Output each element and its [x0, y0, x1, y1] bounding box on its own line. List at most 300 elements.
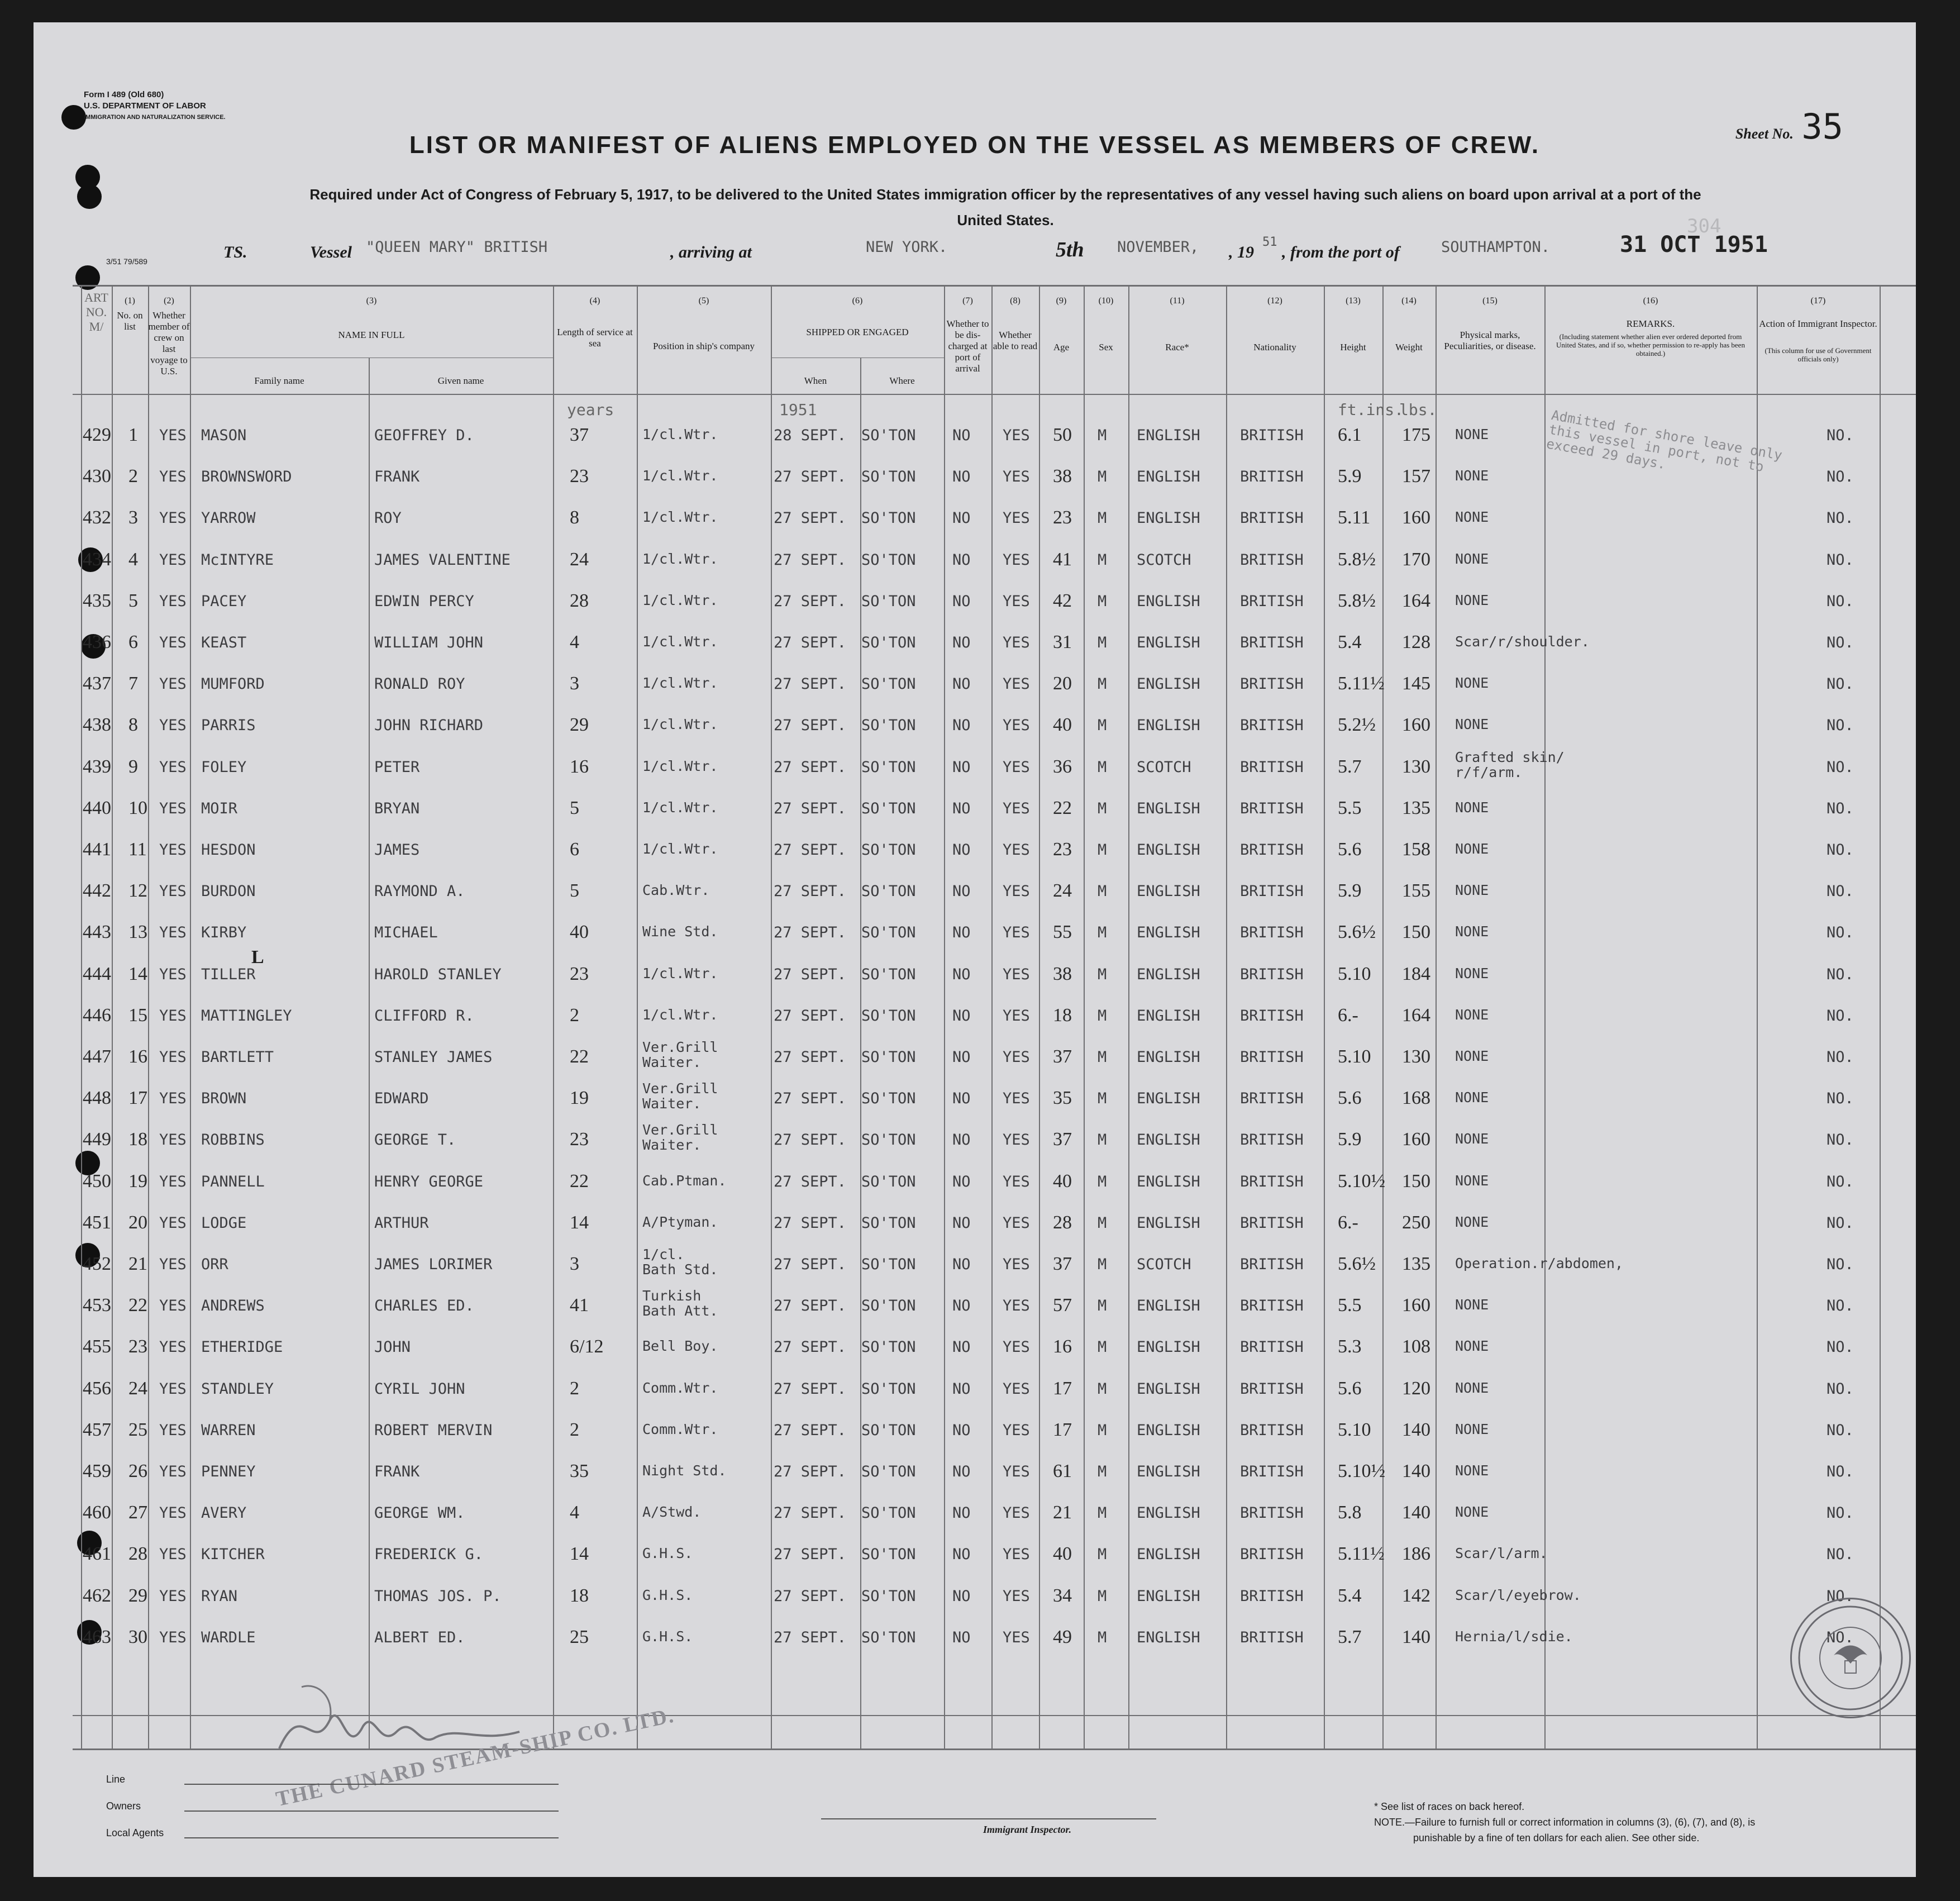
row-given-name: STANLEY JAMES — [374, 1049, 493, 1066]
row-list-number: 4 — [128, 549, 138, 570]
table-row — [34, 1585, 1916, 1627]
row-weight: 108 — [1402, 1336, 1430, 1357]
row-weight: 142 — [1402, 1585, 1430, 1606]
row-service-length: 3 — [570, 1254, 579, 1274]
row-race: SCOTCH — [1137, 758, 1191, 776]
header-able-to-read: Whether able to read — [993, 330, 1038, 351]
row-family-name: LODGE — [201, 1214, 247, 1232]
row-family-name: TILLER — [201, 965, 256, 983]
row-discharged: NO — [952, 1421, 971, 1439]
row-action: NO. — [1827, 468, 1854, 486]
header-action: Action of Immigrant Inspector. — [1759, 318, 1877, 329]
row-shipped-where: SO'TON — [861, 1463, 916, 1480]
row-sex: M — [1098, 1090, 1107, 1108]
row-shipped-where: SO'TON — [861, 427, 916, 444]
row-action: NO. — [1827, 1173, 1854, 1190]
row-family-name: PARRIS — [201, 717, 256, 735]
row-weight: 184 — [1402, 963, 1430, 984]
row-given-name: HENRY GEORGE — [374, 1173, 484, 1190]
row-height: 5.4 — [1338, 1585, 1362, 1606]
row-age: 37 — [1053, 1254, 1072, 1274]
row-shipped-where: SO'TON — [861, 1421, 916, 1439]
row-discharged: NO — [952, 1297, 971, 1315]
row-shipped-when: 27 SEPT. — [774, 1338, 847, 1356]
row-list-number: 3 — [128, 507, 138, 528]
row-shipped-when: 27 SEPT. — [774, 592, 847, 610]
row-shipped-when: 27 SEPT. — [774, 1628, 847, 1646]
row-family-name: PANNELL — [201, 1173, 265, 1190]
row-shipped-where: SO'TON — [861, 1131, 916, 1149]
row-age: 24 — [1053, 880, 1072, 902]
row-shipped-when: 27 SEPT. — [774, 1007, 847, 1025]
row-race: ENGLISH — [1137, 1090, 1200, 1108]
row-sex: M — [1098, 883, 1107, 901]
row-action: NO. — [1827, 1463, 1854, 1480]
row-list-number: 25 — [128, 1419, 147, 1440]
row-shipped-where: SO'TON — [861, 924, 916, 942]
row-age: 36 — [1053, 756, 1072, 777]
row-race: ENGLISH — [1137, 1173, 1200, 1190]
column-number: (13) — [1346, 296, 1361, 306]
row-shipped-where: SO'TON — [861, 509, 916, 527]
row-art-number: 432 — [83, 507, 111, 528]
row-art-number: 448 — [83, 1088, 111, 1109]
table-row — [34, 1336, 1916, 1378]
row-given-name: GEORGE WM. — [374, 1504, 465, 1522]
row-weight: 120 — [1402, 1378, 1430, 1399]
row-given-name: THOMAS JOS. P. — [374, 1587, 502, 1605]
row-able-to-read: YES — [1003, 1090, 1030, 1108]
row-able-to-read: YES — [1003, 427, 1030, 444]
row-position: 1/cl.Wtr. — [642, 426, 718, 442]
punch-hole — [77, 184, 102, 209]
row-nationality: BRITISH — [1240, 427, 1304, 444]
column-number: (11) — [1170, 296, 1185, 306]
row-art-number: 442 — [83, 880, 111, 902]
row-family-name: AVERY — [201, 1504, 247, 1522]
row-list-number: 19 — [128, 1170, 147, 1192]
row-sex: M — [1098, 427, 1107, 444]
row-shipped-where: SO'TON — [861, 1007, 916, 1025]
row-age: 28 — [1053, 1212, 1072, 1233]
row-nationality: BRITISH — [1240, 634, 1304, 651]
row-list-number: 12 — [128, 880, 147, 902]
row-age: 20 — [1053, 673, 1072, 694]
row-shipped-where: SO'TON — [861, 841, 916, 859]
row-crew-last-voyage: YES — [159, 758, 187, 776]
row-age: 40 — [1053, 1543, 1072, 1565]
row-height: 5.9 — [1338, 466, 1362, 487]
row-race: ENGLISH — [1137, 634, 1200, 651]
row-position: A/Ptyman. — [642, 1213, 718, 1230]
row-shipped-where: SO'TON — [861, 799, 916, 817]
row-weight: 168 — [1402, 1088, 1430, 1109]
row-discharged: NO — [952, 1214, 971, 1232]
row-art-number: 450 — [83, 1170, 111, 1192]
table-row — [34, 1005, 1916, 1046]
row-sex: M — [1098, 717, 1107, 735]
row-height: 5.10½ — [1338, 1170, 1385, 1192]
row-service-length: 25 — [570, 1626, 589, 1647]
column-number: (7) — [962, 296, 973, 306]
row-height: 5.6½ — [1338, 1254, 1376, 1274]
row-given-name: JOHN — [374, 1338, 411, 1356]
row-action: NO. — [1827, 799, 1854, 817]
row-discharged: NO — [952, 965, 971, 983]
row-art-number: 437 — [83, 673, 111, 694]
row-given-name: JOHN RICHARD — [374, 717, 484, 735]
row-nationality: BRITISH — [1240, 592, 1304, 610]
row-physical-marks: NONE — [1455, 592, 1489, 608]
table-row — [34, 1419, 1916, 1461]
row-art-number: 440 — [83, 797, 111, 818]
row-able-to-read: YES — [1003, 1007, 1030, 1025]
row-art-number: 461 — [83, 1543, 111, 1565]
header-crew-last-voyage: Whether member of crew on last voyage to U.S. — [148, 310, 190, 377]
table-row — [34, 714, 1916, 756]
row-position: G.H.S. — [642, 1586, 693, 1603]
row-shipped-when: 27 SEPT. — [774, 1214, 847, 1232]
row-service-length: 22 — [570, 1046, 589, 1067]
row-crew-last-voyage: YES — [159, 1297, 187, 1315]
table-row — [34, 590, 1916, 632]
row-action: NO. — [1827, 841, 1854, 859]
column-number: (6) — [852, 296, 863, 306]
row-shipped-where: SO'TON — [861, 1256, 916, 1273]
column-number: (14) — [1401, 296, 1417, 306]
row-shipped-where: SO'TON — [861, 592, 916, 610]
row-sex: M — [1098, 468, 1107, 486]
row-nationality: BRITISH — [1240, 841, 1304, 859]
row-crew-last-voyage: YES — [159, 841, 187, 859]
row-crew-last-voyage: YES — [159, 551, 187, 569]
row-able-to-read: YES — [1003, 592, 1030, 610]
row-given-name: RONALD ROY — [374, 675, 465, 693]
header-remarks: REMARKS. — [1626, 318, 1675, 329]
row-position: 1/cl.Wtr. — [642, 675, 718, 692]
arrival-port: NEW YORK. — [866, 239, 948, 256]
row-action: NO. — [1827, 1546, 1854, 1564]
row-height: 5.6 — [1338, 1378, 1362, 1399]
row-sex: M — [1098, 799, 1107, 817]
row-position: 1/cl.Wtr. — [642, 633, 718, 650]
row-height: 5.8½ — [1338, 549, 1376, 570]
row-service-length: 29 — [570, 714, 589, 736]
row-weight: 175 — [1402, 425, 1430, 445]
row-action: NO. — [1827, 634, 1854, 651]
row-crew-last-voyage: YES — [159, 1421, 187, 1439]
row-art-number: 430 — [83, 466, 111, 487]
row-position: Wine Std. — [642, 923, 718, 940]
row-shipped-where: SO'TON — [861, 551, 916, 569]
header-family-name: Family name — [254, 375, 304, 386]
header-where: Where — [889, 375, 915, 386]
row-sex: M — [1098, 1504, 1107, 1522]
row-action: NO. — [1827, 1338, 1854, 1356]
inspector-label: Immigrant Inspector. — [983, 1824, 1072, 1835]
row-able-to-read: YES — [1003, 1504, 1030, 1522]
row-height: 5.10½ — [1338, 1461, 1385, 1481]
row-family-name: BURDON — [201, 883, 256, 901]
row-age: 18 — [1053, 1004, 1072, 1026]
row-service-length: 41 — [570, 1295, 589, 1316]
service: IMMIGRATION AND NATURALIZATION SERVICE. — [84, 114, 226, 121]
row-physical-marks: NONE — [1455, 1213, 1489, 1230]
form-number: Form I 489 (Old 680) — [84, 90, 164, 99]
header-remarks-note: (Including statement whether alien ever ordered deported from United States, and if so, whether permission to re-apply has been obtained.) — [1556, 332, 1745, 358]
row-able-to-read: YES — [1003, 634, 1030, 651]
row-position: 1/cl.Wtr. — [642, 757, 718, 774]
header-art-no: ART NO. M/ — [84, 290, 108, 333]
row-list-number: 21 — [128, 1254, 147, 1274]
row-art-number: 434 — [83, 549, 111, 570]
row-art-number: 460 — [83, 1502, 111, 1523]
row-family-name: BROWNSWORD — [201, 468, 292, 486]
header-position: Position in ship's company — [652, 341, 755, 351]
row-discharged: NO — [952, 841, 971, 859]
row-crew-last-voyage: YES — [159, 924, 187, 942]
row-shipped-when: 27 SEPT. — [774, 468, 847, 486]
row-service-length: 4 — [570, 632, 579, 652]
row-physical-marks: NONE — [1455, 965, 1489, 982]
row-art-number: 463 — [83, 1626, 111, 1647]
row-family-name: MATTINGLEY — [201, 1007, 292, 1025]
row-shipped-where: SO'TON — [861, 1297, 916, 1315]
row-able-to-read: YES — [1003, 1131, 1030, 1149]
sheet-value: 35 — [1801, 106, 1843, 147]
row-discharged: NO — [952, 924, 971, 942]
row-list-number: 11 — [128, 839, 147, 860]
from-label: , from the port of — [1282, 243, 1400, 261]
eagle-seal-icon — [1795, 1602, 1906, 1714]
row-height: 6.1 — [1338, 425, 1362, 445]
row-nationality: BRITISH — [1240, 1090, 1304, 1108]
row-sex: M — [1098, 1628, 1107, 1646]
row-family-name: PENNEY — [201, 1463, 256, 1480]
row-action: NO. — [1827, 924, 1854, 942]
row-able-to-read: YES — [1003, 717, 1030, 735]
row-sex: M — [1098, 1546, 1107, 1564]
row-service-length: 19 — [570, 1088, 589, 1109]
row-list-number: 13 — [128, 922, 147, 943]
row-art-number: 429 — [83, 425, 111, 445]
row-given-name: PETER — [374, 758, 420, 776]
row-weight: 170 — [1402, 549, 1430, 570]
row-height: 5.10 — [1338, 1419, 1371, 1440]
row-action: NO. — [1827, 1256, 1854, 1273]
row-shipped-where: SO'TON — [861, 634, 916, 651]
row-service-length: 3 — [570, 673, 579, 694]
row-position: Turkish Bath Att. — [642, 1288, 718, 1319]
row-crew-last-voyage: YES — [159, 634, 187, 651]
row-physical-marks: NONE — [1455, 675, 1489, 692]
row-service-length: 37 — [570, 425, 589, 445]
row-physical-marks: NONE — [1455, 1421, 1489, 1437]
row-given-name: EDWARD — [374, 1090, 429, 1108]
year-suffix: 51 — [1262, 235, 1277, 249]
row-position: 1/cl.Wtr. — [642, 468, 718, 484]
footer-line-label: Line — [106, 1774, 126, 1785]
row-position: Cab.Ptman. — [642, 1172, 727, 1189]
row-shipped-when: 27 SEPT. — [774, 1297, 847, 1315]
row-crew-last-voyage: YES — [159, 592, 187, 610]
form-code: 3/51 79/589 — [106, 257, 147, 266]
row-action: NO. — [1827, 1007, 1854, 1025]
row-position: Bell Boy. — [642, 1338, 718, 1355]
row-height: 5.9 — [1338, 1129, 1362, 1150]
header-length-of-service: Length of service at sea — [557, 327, 633, 349]
row-crew-last-voyage: YES — [159, 965, 187, 983]
row-height: 6.- — [1338, 1004, 1358, 1026]
row-physical-marks: NONE — [1455, 426, 1489, 442]
row-service-length: 5 — [570, 797, 579, 818]
row-given-name: FRANK — [374, 1463, 420, 1480]
row-family-name: WARREN — [201, 1421, 256, 1439]
row-able-to-read: YES — [1003, 1546, 1030, 1564]
row-discharged: NO — [952, 1587, 971, 1605]
consulate-seal — [1790, 1598, 1911, 1718]
row-sex: M — [1098, 924, 1107, 942]
row-physical-marks: Scar/r/shoulder. — [1455, 633, 1590, 650]
row-given-name: ARTHUR — [374, 1214, 429, 1232]
row-discharged: NO — [952, 592, 971, 610]
row-service-length: 14 — [570, 1212, 589, 1233]
row-art-number: 435 — [83, 590, 111, 611]
row-shipped-where: SO'TON — [861, 675, 916, 693]
row-physical-marks: Scar/l/arm. — [1455, 1545, 1548, 1562]
row-crew-last-voyage: YES — [159, 1546, 187, 1564]
row-race: ENGLISH — [1137, 883, 1200, 901]
row-physical-marks: NONE — [1455, 1338, 1489, 1355]
row-height: 5.6 — [1338, 839, 1362, 860]
row-list-number: 20 — [128, 1212, 147, 1233]
table-row — [34, 1502, 1916, 1543]
row-action: NO. — [1827, 1628, 1854, 1646]
row-art-number: 459 — [83, 1461, 111, 1481]
row-shipped-where: SO'TON — [861, 883, 916, 901]
row-weight: 130 — [1402, 756, 1430, 777]
row-crew-last-voyage: YES — [159, 1463, 187, 1480]
row-height: 5.10 — [1338, 1046, 1371, 1067]
header-nationality: Nationality — [1253, 342, 1296, 352]
row-discharged: NO — [952, 799, 971, 817]
row-race: ENGLISH — [1137, 1297, 1200, 1315]
row-given-name: JAMES — [374, 841, 420, 859]
row-discharged: NO — [952, 883, 971, 901]
row-weight: 160 — [1402, 1129, 1430, 1150]
row-physical-marks: NONE — [1455, 1504, 1489, 1521]
row-height: 5.7 — [1338, 1626, 1362, 1647]
page-title: LIST OR MANIFEST OF ALIENS EMPLOYED ON THE VESSEL AS MEMBERS OF CREW. — [409, 131, 1541, 159]
row-family-name: KEAST — [201, 634, 247, 651]
row-shipped-where: SO'TON — [861, 1214, 916, 1232]
row-list-number: 10 — [128, 797, 147, 818]
manifest-sheet — [34, 22, 1916, 1877]
row-race: ENGLISH — [1137, 1421, 1200, 1439]
row-physical-marks: Hernia/l/sdie. — [1455, 1628, 1573, 1645]
page-subtitle: Required under Act of Congress of February 5, 1917, to be delivered to the United States immigration officer by the representatives of any vessel having such aliens on board upon arrival at a port of the United States. — [309, 186, 1701, 228]
row-nationality: BRITISH — [1240, 675, 1304, 693]
row-height: 5.4 — [1338, 632, 1362, 652]
row-shipped-when: 27 SEPT. — [774, 883, 847, 901]
header-age: Age — [1053, 342, 1070, 352]
footer-agents-label: Local Agents — [106, 1827, 164, 1838]
row-height: 5.11 — [1338, 507, 1371, 528]
footer-note — [1374, 1799, 1755, 1846]
row-sex: M — [1098, 592, 1107, 610]
table-row — [34, 549, 1916, 590]
row-discharged: NO — [952, 1380, 971, 1398]
column-number: (16) — [1643, 296, 1658, 306]
row-race: ENGLISH — [1137, 1380, 1200, 1398]
row-discharged: NO — [952, 717, 971, 735]
row-family-name: WARDLE — [201, 1628, 256, 1646]
column-number: (17) — [1810, 296, 1826, 306]
row-action: NO. — [1827, 1131, 1854, 1149]
row-shipped-where: SO'TON — [861, 1173, 916, 1190]
row-weight: 150 — [1402, 1170, 1430, 1192]
table-row — [34, 507, 1916, 549]
row-physical-marks: NONE — [1455, 716, 1489, 733]
row-age: 61 — [1053, 1461, 1072, 1481]
row-discharged: NO — [952, 675, 971, 693]
row-shipped-where: SO'TON — [861, 1049, 916, 1066]
row-weight: 135 — [1402, 1254, 1430, 1274]
row-able-to-read: YES — [1003, 1173, 1030, 1190]
row-nationality: BRITISH — [1240, 509, 1304, 527]
row-race: ENGLISH — [1137, 1546, 1200, 1564]
row-shipped-when: 27 SEPT. — [774, 509, 847, 527]
row-shipped-when: 27 SEPT. — [774, 1587, 847, 1605]
row-position: 1/cl.Wtr. — [642, 592, 718, 608]
header-no-on-list: No. on list — [117, 310, 143, 332]
row-given-name: GEOFFREY D. — [374, 427, 474, 444]
row-list-number: 7 — [128, 673, 138, 694]
row-crew-last-voyage: YES — [159, 883, 187, 901]
row-nationality: BRITISH — [1240, 717, 1304, 735]
row-nationality: BRITISH — [1240, 1131, 1304, 1149]
row-given-name: CHARLES ED. — [374, 1297, 474, 1315]
row-nationality: BRITISH — [1240, 1421, 1304, 1439]
row-given-name: ROBERT MERVIN — [374, 1421, 493, 1439]
row-sex: M — [1098, 841, 1107, 859]
row-crew-last-voyage: YES — [159, 1173, 187, 1190]
row-able-to-read: YES — [1003, 799, 1030, 817]
row-shipped-when: 27 SEPT. — [774, 841, 847, 859]
row-able-to-read: YES — [1003, 1338, 1030, 1356]
row-weight: 135 — [1402, 797, 1430, 818]
row-art-number: 449 — [83, 1129, 111, 1150]
row-shipped-when: 27 SEPT. — [774, 1131, 847, 1149]
row-art-number: 453 — [83, 1295, 111, 1316]
row-age: 37 — [1053, 1129, 1072, 1150]
unit-year: 1951 — [779, 401, 817, 419]
row-age: 21 — [1053, 1502, 1072, 1523]
row-sex: M — [1098, 1173, 1107, 1190]
row-race: ENGLISH — [1137, 1463, 1200, 1480]
row-list-number: 9 — [128, 756, 138, 777]
row-able-to-read: YES — [1003, 1380, 1030, 1398]
row-discharged: NO — [952, 1049, 971, 1066]
row-shipped-when: 27 SEPT. — [774, 1256, 847, 1273]
form-identifier — [84, 89, 226, 123]
row-shipped-where: SO'TON — [861, 717, 916, 735]
row-shipped-where: SO'TON — [861, 758, 916, 776]
row-nationality: BRITISH — [1240, 965, 1304, 983]
row-weight: 158 — [1402, 839, 1430, 860]
row-able-to-read: YES — [1003, 1256, 1030, 1273]
row-race: ENGLISH — [1137, 1587, 1200, 1605]
